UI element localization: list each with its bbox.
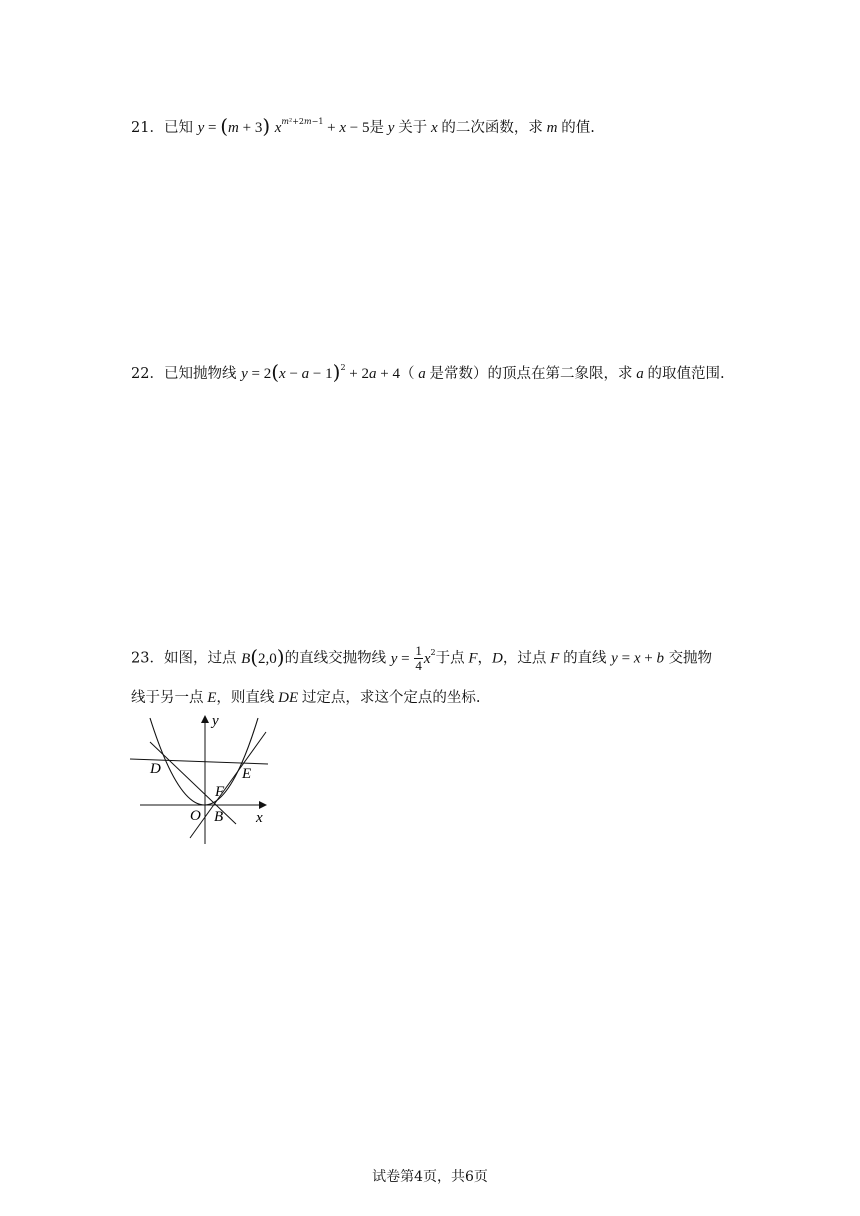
question-text: 的直线交抛物线 xyxy=(284,650,387,667)
formula: y = (m + 3) $x^{m^2+2m-1} + x - 5$ xyxy=(197,114,370,138)
label-f: F xyxy=(215,784,225,800)
question-text: 的取值范围. xyxy=(647,366,725,382)
label-x: x xyxy=(256,810,263,826)
question-text: ，过点 xyxy=(502,650,547,667)
variable: D xyxy=(492,650,503,667)
question-text: ，则直线 xyxy=(216,690,275,706)
page-footer: 试卷第4页，共6页 xyxy=(372,1169,488,1185)
point-b: B(2,0) xyxy=(241,644,285,669)
question-22 xyxy=(131,360,725,384)
label-e: E xyxy=(242,766,252,782)
formula: y = $\frac{1}{4}$ $x^2$ xyxy=(390,643,436,673)
question-text: 如图，过点 xyxy=(163,650,237,667)
variable: y xyxy=(384,120,399,136)
question-text: 交抛物 xyxy=(668,650,713,667)
question-number: 21． xyxy=(131,120,164,136)
question-text: 已知抛物线 xyxy=(163,366,237,382)
question-text: 于点 xyxy=(435,650,465,667)
variable: a xyxy=(632,366,648,382)
variable: DE xyxy=(274,690,302,706)
question-text: ， xyxy=(477,650,493,667)
question-21 xyxy=(131,114,595,138)
label-d: D xyxy=(150,761,161,777)
parabola-figure xyxy=(128,712,278,852)
variable: E xyxy=(203,690,217,706)
question-text: 是常数）的顶点在第二象限，求 xyxy=(429,366,633,382)
formula: $y = 2(x - a - 1)^2 + 2a + 4$ xyxy=(241,360,400,384)
variable: F xyxy=(546,650,564,667)
question-23 xyxy=(131,644,712,673)
question-text: 线于另一点 xyxy=(131,690,204,706)
line-fe xyxy=(190,732,266,838)
question-number: 23． xyxy=(131,650,164,667)
question-text: 已知 xyxy=(163,120,193,136)
label-o: O xyxy=(190,808,201,824)
question-text: 是 xyxy=(369,120,385,136)
question-text: 的二次函数，求 xyxy=(441,120,543,136)
label-y: y xyxy=(212,713,219,729)
formula: y = x + b xyxy=(611,650,664,667)
variable: a xyxy=(414,366,430,382)
question-number: 22． xyxy=(131,366,164,382)
label-b: B xyxy=(214,809,224,825)
question-text: 过定点，求这个定点的坐标. xyxy=(301,690,481,706)
question-text: （ xyxy=(399,366,415,382)
question-text: 关于 xyxy=(398,120,428,136)
question-23-continued xyxy=(131,688,481,708)
question-text: 的直线 xyxy=(563,650,607,667)
question-text: 的值. xyxy=(561,120,595,136)
variable: x xyxy=(427,120,442,136)
variable: F xyxy=(464,650,478,667)
variable: m xyxy=(542,120,562,136)
